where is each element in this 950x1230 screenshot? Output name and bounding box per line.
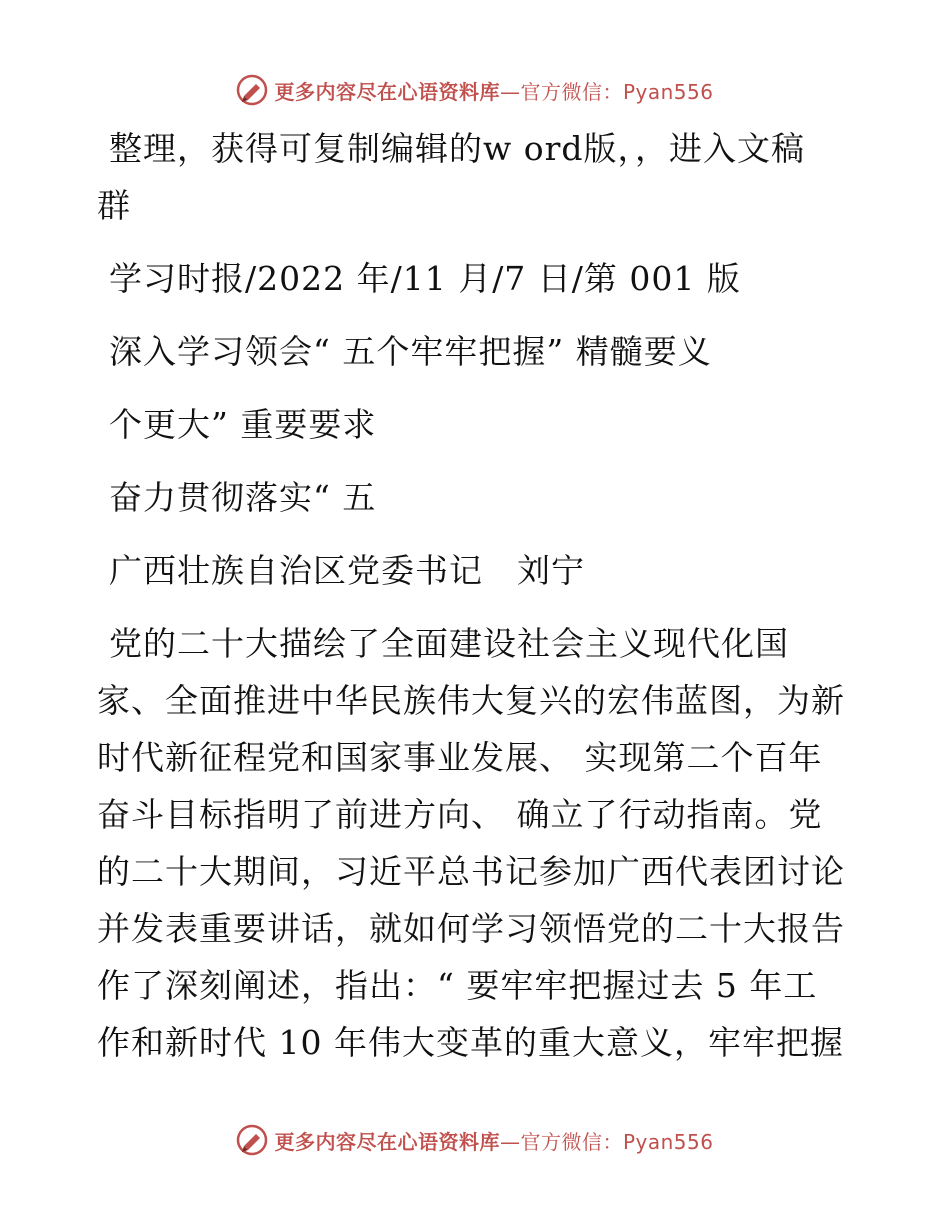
- paragraph-line: 时代新征程党和国家事业发展、 实现第二个百年: [97, 738, 823, 777]
- text-line: 整理，获得可复制编辑的w ord版，，进入文稿: [109, 129, 806, 168]
- text-line: 群: [97, 186, 131, 225]
- publication-info: 学习时报/2022 年/11 月/7 日/第 001 版: [109, 259, 741, 298]
- banner-title: 更多内容尽在心语资料库: [274, 79, 500, 104]
- paragraph-line: 党的二十大描绘了全面建设社会主义现代化国: [109, 624, 789, 663]
- paragraph-line: 奋斗目标指明了前进方向、 确立了行动指南。党: [97, 795, 823, 834]
- article-title-line: 奋力贯彻落实“ 五: [109, 478, 377, 517]
- article-title-line: 个更大” 重要要求: [109, 405, 377, 444]
- paragraph-line: 并发表重要讲话，就如何学习领悟党的二十大报告: [97, 909, 845, 948]
- banner-separator: —: [499, 79, 521, 104]
- paragraph-line: 家、全面推进中华民族伟大复兴的宏伟蓝图，为新: [97, 681, 845, 720]
- banner-text: [274, 1126, 713, 1155]
- banner-wechat: 官方微信：Pyan556: [520, 1129, 714, 1154]
- banner-text: [274, 76, 713, 105]
- banner-separator: —: [499, 1129, 521, 1154]
- author-line: 广西壮族自治区党委书记 刘宁: [109, 551, 585, 590]
- paragraph-line: 作和新时代 10 年伟大变革的重大意义，牢牢把握: [97, 1023, 844, 1062]
- pen-logo-icon: [236, 74, 268, 106]
- document-body: [97, 120, 857, 1071]
- footer-banner: [0, 1120, 950, 1160]
- pen-logo-icon: [236, 1124, 268, 1156]
- paragraph-line: 的二十大期间，习近平总书记参加广西代表团讨论: [97, 852, 845, 891]
- banner-title: 更多内容尽在心语资料库: [274, 1129, 500, 1154]
- banner-wechat: 官方微信：Pyan556: [520, 79, 714, 104]
- paragraph-line: 作了深刻阐述，指出：“ 要牢牢把握过去 5 年工: [97, 966, 818, 1005]
- article-title-line: 深入学习领会“ 五个牢牢把握” 精髓要义: [109, 332, 712, 371]
- header-banner: [0, 70, 950, 110]
